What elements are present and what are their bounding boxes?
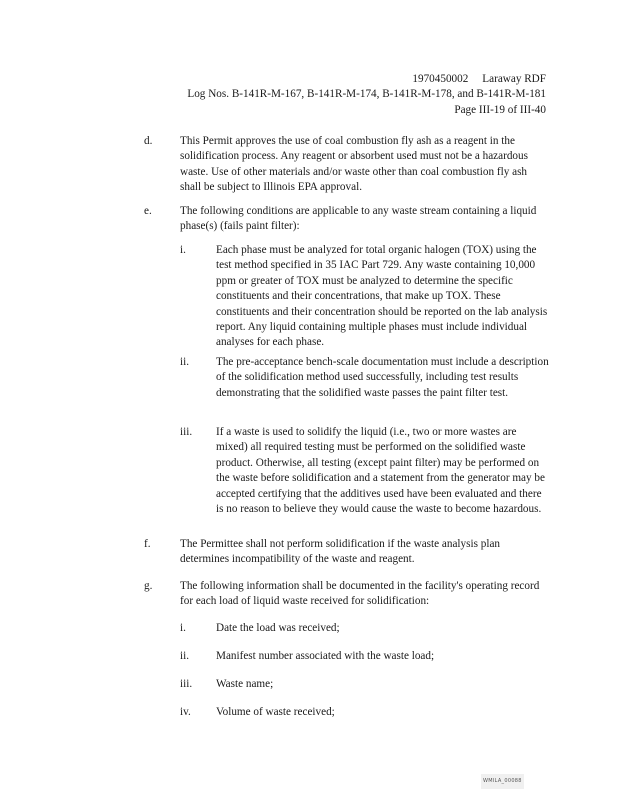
log-numbers-line: Log Nos. B-141R-M-167, B-141R-M-174, B-141R-M-178, and B-141R-M-181 xyxy=(187,88,546,101)
item-g-sub-i-text: Date the load was received; xyxy=(216,622,340,634)
item-g-sub-ii-label: ii. xyxy=(180,650,190,662)
item-g-label: g. xyxy=(144,580,153,592)
item-e-sub-i-text: Each phase must be analyzed for total organic halogen (TOX) using the test method specified in 35 IAC Part 729. Any waste containing 10,000 ppm or greater of TOX must be analyzed to determine the specific constituents and their concentrations, that make up TOX. These constituents and their concentration should be reported on the lab analysis report. Any liquid containing multiple phases must include individual analyses for each phase. xyxy=(216,244,548,349)
item-d-text: This Permit approves the use of coal combustion fly ash as a reagent in the solidification process. Any reagent or absorbent used must not be a hazardous waste. Use of other materials and/or waste other than coal combustion fly ash shall be subject to Illinois EPA approval. xyxy=(180,135,528,194)
page-number-line: Page III-19 of III-40 xyxy=(454,103,546,116)
item-e-sub-i-label: i. xyxy=(180,244,186,256)
item-e-label: e. xyxy=(144,205,152,217)
item-e-sub-ii-label: ii. xyxy=(180,356,190,368)
item-e-sub-iii-label: iii. xyxy=(180,426,193,438)
item-g-sub-iii-label: iii. xyxy=(180,678,193,690)
item-g-text: The following information shall be documented in the facility's operating record for each load of liquid waste received for solidification: xyxy=(180,580,540,608)
bates-stamp: WMILA_00088 xyxy=(481,774,524,789)
page-header xyxy=(187,72,546,118)
item-e-sub-iii-text: If a waste is used to solidify the liquid (i.e., two or more wastes are mixed) all required testing must be performed on the solidified waste product. Otherwise, all testing (except paint filter) may be performed on the waste before solidification and a statement from the generator may be accepted certifying that the additives used have been evaluated and there is no reason to believe they would cause the waste to become hazardous. xyxy=(216,426,545,516)
item-e-sub-ii-text: The pre-acceptance bench-scale documentation must include a description of the solidification method used successfully, including test results demonstrating that the solidified waste passes the paint filter test. xyxy=(216,356,549,399)
item-g-sub-iv-label: iv. xyxy=(180,706,191,718)
item-g-sub-iii-text: Waste name; xyxy=(216,678,274,690)
item-f-text: The Permittee shall not perform solidification if the waste analysis plan determines incompatibility of the waste and reagent. xyxy=(180,538,501,566)
item-g-sub-iv-text: Volume of waste received; xyxy=(216,706,335,718)
item-d-label: d. xyxy=(144,135,153,147)
item-e-text: The following conditions are applicable to any waste stream containing a liquid phase(s) (fails paint filter): xyxy=(180,205,537,233)
item-g-sub-ii-text: Manifest number associated with the waste load; xyxy=(216,650,435,662)
facility-id-line: 1970450002 Laraway RDF xyxy=(412,73,546,85)
item-g-sub-i-label: i. xyxy=(180,622,186,634)
item-f-label: f. xyxy=(144,538,151,550)
